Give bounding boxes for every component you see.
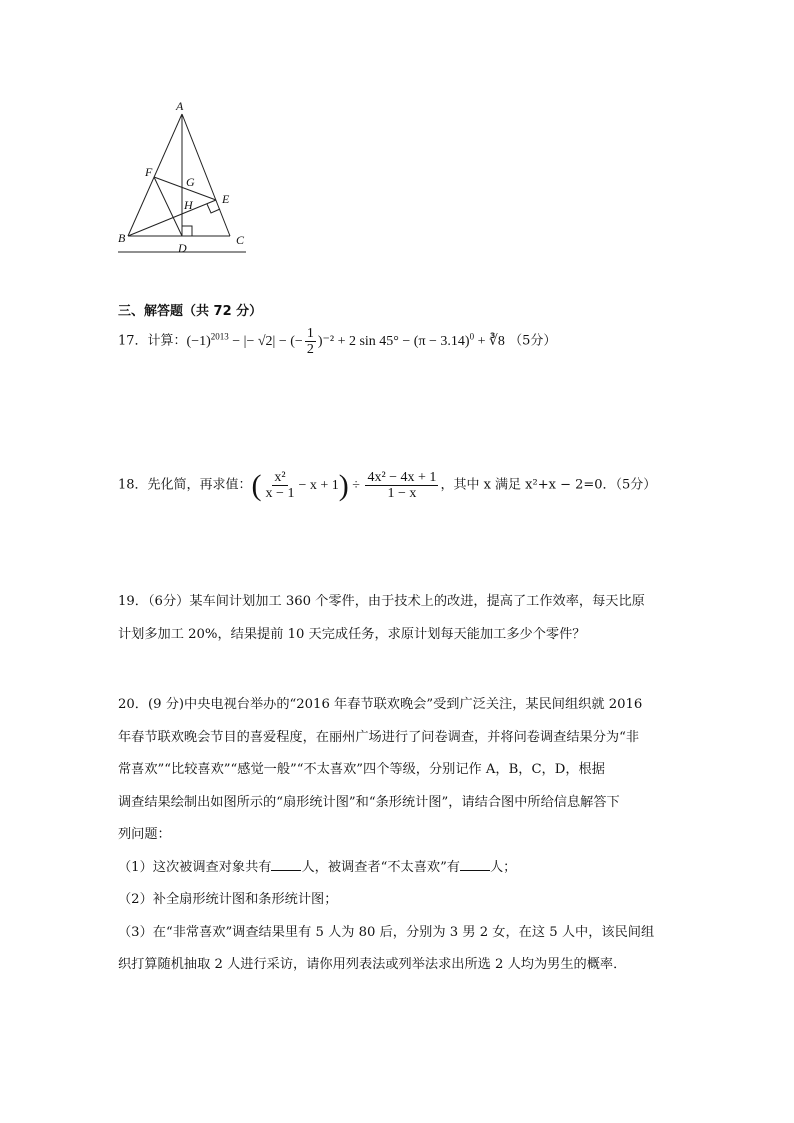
question-20 — [118, 689, 678, 982]
question-17 — [118, 326, 556, 357]
label-b: B — [118, 231, 126, 245]
q17-score: （5分） — [509, 333, 557, 349]
label-c: C — [236, 233, 245, 247]
triangle-diagram — [112, 100, 254, 260]
label-f: F — [145, 165, 153, 179]
label-d: D — [178, 241, 187, 255]
q17-prefix: 17．计算： — [118, 333, 187, 349]
question-19 — [118, 586, 678, 651]
q20-line: 调查结果绘制出如图所示的“扇形统计图”和“条形统计图”，请结合图中所给信息解答下 — [118, 794, 620, 810]
answer-blank[interactable] — [460, 858, 490, 871]
q20-line: 年春节联欢晚会节目的喜爱程度，在丽州广场进行了问卷调查，并将问卷调查结果分为“非 — [118, 729, 640, 745]
q20-sub3-line: （3）在“非常喜欢”调查结果里有 5 人为 80 后，分别为 3 男 2 女，在这 5 人中，该民间组 — [118, 924, 655, 940]
q18-suffix: ，其中 x 满足 x²+x − 2=0．（5分） — [440, 477, 657, 493]
q20-sub2: （2）补全扇形统计图和条形统计图； — [118, 892, 338, 907]
label-g: G — [186, 175, 195, 189]
section-title: 三、解答题（共 72 分） — [118, 304, 263, 319]
label-a: A — [176, 99, 184, 113]
question-18 — [118, 470, 656, 501]
q18-expression: ( $\frac{\text{x²}}{x - 1}$ − x + 1) ÷ $\frac{\text{4x² − 4x + 1}}{1 - x}$ — [251, 468, 437, 502]
q20-sub1: （1）这次被调查对象共有 人，被调查者“不太喜欢”有 人； — [118, 859, 517, 875]
triangle-figure — [112, 100, 254, 260]
answer-blank[interactable] — [271, 858, 301, 871]
q20-line: 20．(9 分)中央电视台举办的“2016 年春节联欢晚会”受到广泛关注，某民间组织就 2016 — [118, 697, 643, 712]
q17-expression: $(-1)^{2013}$ − |− √2| − (− $\frac{1}{2}$ )⁻² + 2 $\sin 45^\circ - (\pi - 3.14)^0$ + ∛8 — [186, 326, 505, 357]
q20-line: 常喜欢”“比较喜欢”“感觉一般”“不太喜欢”四个等级，分别记作 A，B，C，D，根据 — [118, 762, 605, 777]
q19-line: 计划多加工 20%，结果提前 10 天完成任务，求原计划每天能加工多少个零件？ — [118, 626, 586, 642]
q18-prefix: 18．先化简，再求值： — [118, 477, 252, 493]
q19-line: 19．（6分）某车间计划加工 360 个零件，由于技术上的改进，提高了工作效率，每天比原 — [118, 594, 645, 609]
label-h: H — [184, 198, 193, 212]
q20-line: 列问题： — [118, 827, 171, 842]
q20-sub3-line: 织打算随机抽取 2 人进行采访，请你用列表法或列举法求出所选 2 人均为男生的概率． — [118, 957, 627, 972]
label-e: E — [222, 192, 230, 206]
